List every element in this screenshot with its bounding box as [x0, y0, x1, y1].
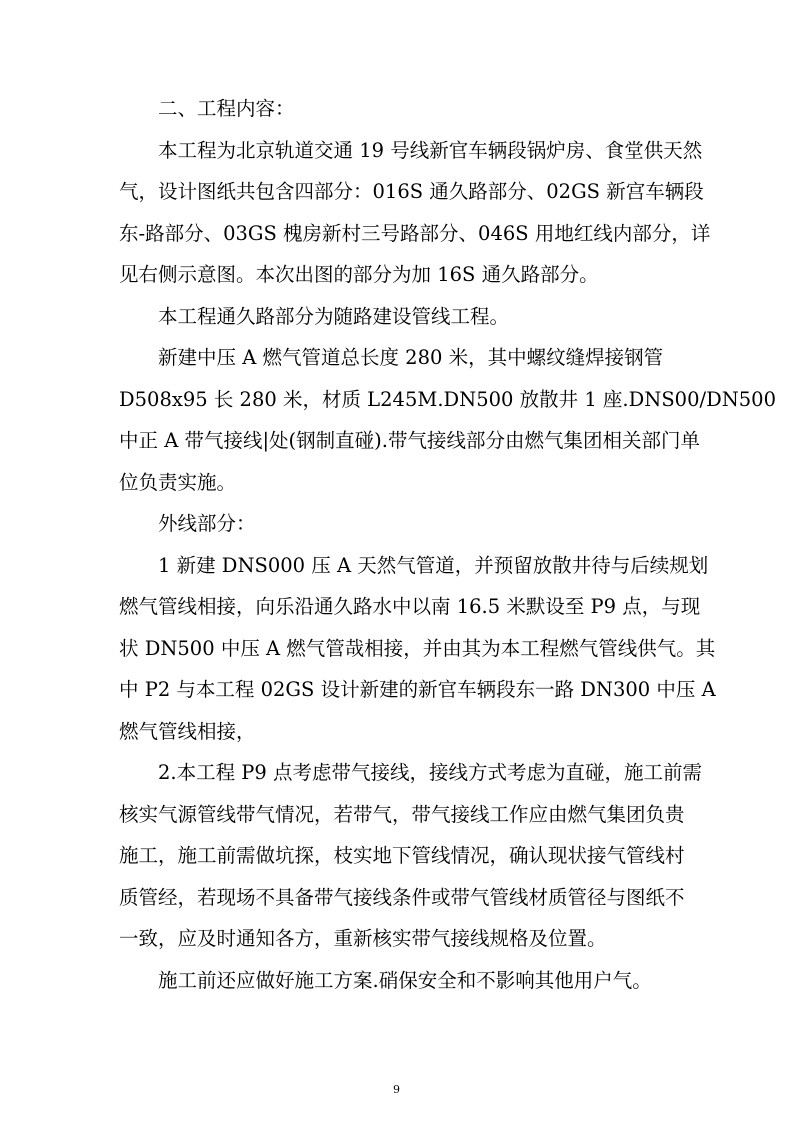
paragraph-line: 1 新建 DNS000 压 A 天然气管道，并预留放散井待与后续规划 [158, 553, 709, 577]
paragraph-line: 燃气管线相接， [119, 719, 256, 743]
paragraph-line: 新建中压 A 燃气管道总长度 280 米，其中螺纹缝焊接钢管 [158, 346, 664, 369]
paragraph-line: 施工，施工前需做坑探，枝实地下管线情况，确认现状接气管线村 [119, 844, 685, 867]
paragraph-line: 施工前还应做好施工方案.硝保安全和不影响其他用户气。 [158, 968, 652, 992]
paragraph-line: 本工程通久路部分为随路建设管线工程。 [158, 304, 510, 328]
subsection-heading: 外线部分： [158, 512, 256, 535]
paragraph-line: 位负责实施。 [119, 470, 237, 494]
paragraph-line: 2.本工程 P9 点考虑带气接线，接线方式考虑为直碰，施工前需 [158, 761, 703, 784]
document-body [119, 88, 776, 1001]
page-number: 9 [393, 1083, 400, 1096]
section-heading: 二、工程内容： [158, 97, 295, 120]
paragraph-line: 见右侧示意图。本次出图的部分为加 16S 通久路部分。 [119, 263, 599, 286]
paragraph-line: 燃气管线相接，向乐沿通久路水中以南 16.5 米默设至 P9 点，与现 [119, 595, 701, 618]
paragraph-line: 东-路部分、03GS 槐房新村三号路部分、046S 用地红线内部分，详 [119, 221, 711, 245]
paragraph-line: 质管经，若现场不具备带气接线条件或带气管线材质管径与图纸不 [119, 885, 685, 909]
paragraph-line: 核实气源管线带气情况，若带气，带气接线工作应由燃气集团负贵 [119, 802, 685, 826]
paragraph-line: 气，设计图纸共包含四部分：016S 通久路部分、02GS 新宫车辆段 [119, 180, 704, 203]
paragraph-line: 中正 A 带气接线|处(钢制直碰).带气接线部分由燃气集团相关部门单 [119, 429, 700, 452]
paragraph-line: 状 DN500 中压 A 燃气管哉相接，并由其为本工程燃气管线供气。其 [119, 636, 716, 660]
paragraph-line: 本工程为北京轨道交通 19 号线新官车辆段锅炉房、食堂供天然 [158, 138, 703, 162]
paragraph-line: 中 P2 与本工程 02GS 设计新建的新官车辆段东一路 DN300 中压 A [119, 678, 716, 701]
paragraph-line: D508x95 长 280 米，材质 L245M.DN500 放散井 1 座.DNS00/DN500 [119, 387, 776, 411]
paragraph-line: 一致，应及时通知各方，重新核实带气接线规格及位置。 [119, 927, 607, 950]
